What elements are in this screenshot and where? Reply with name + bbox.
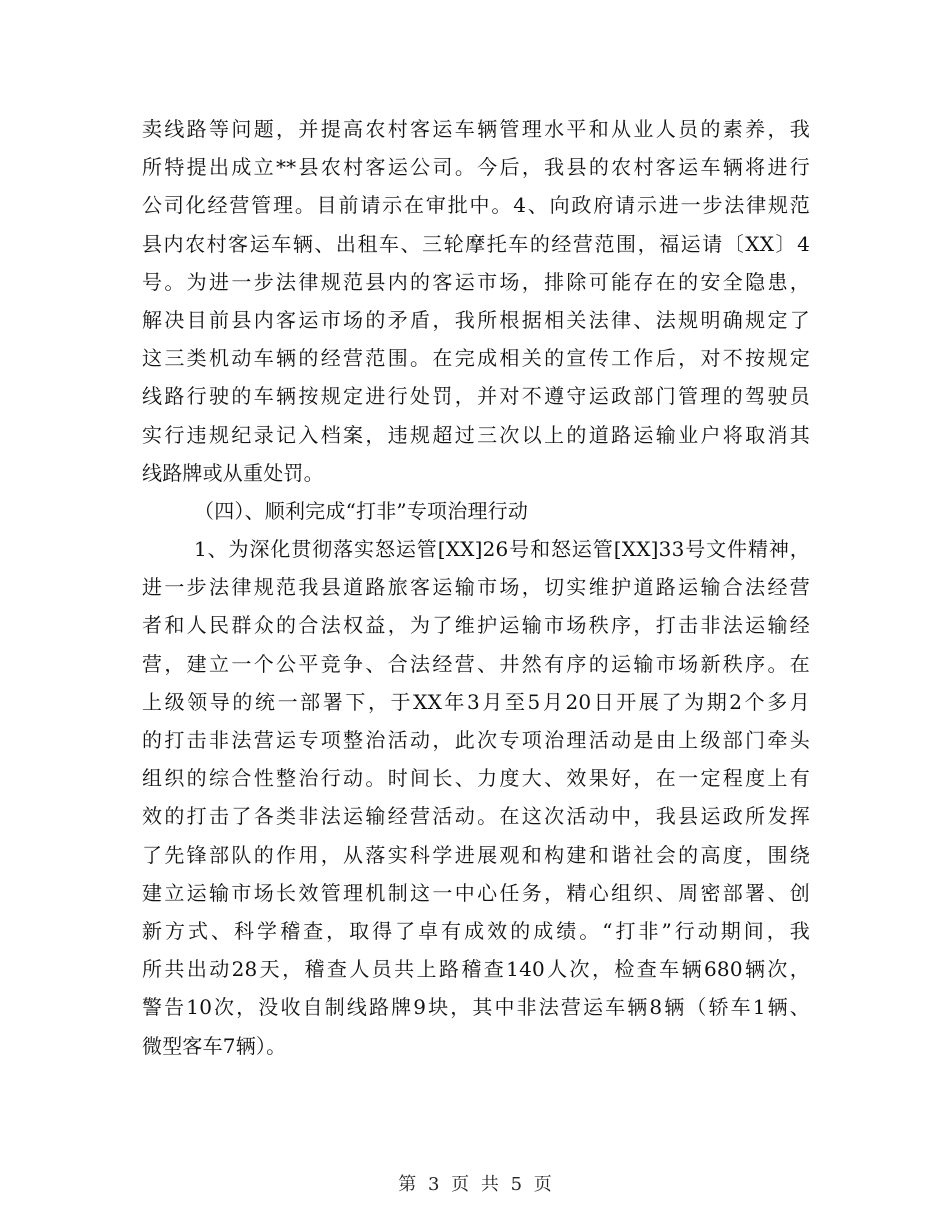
text-line: 组织的综合性整治行动。时间长、力度大、效果好，在一定程度上有: [142, 766, 810, 791]
text-line: 上级领导的统一部署下，于XX年3月至5月20日开展了为期2个多月: [142, 689, 810, 714]
text-line: 线路行驶的车辆按规定进行处罚，并对不遵守运政部门管理的驾驶员: [142, 384, 810, 409]
text-line: 警告10次，没收自制线路牌9块，其中非法营运车辆8辆（轿车1辆、: [142, 995, 810, 1020]
text-line: 这三类机动车辆的经营范围。在完成相关的宣传工作后，对不按规定: [142, 346, 810, 371]
text-line: 县内农村客运车辆、出租车、三轮摩托车的经营范围，福运请〔XX〕4: [142, 231, 810, 256]
document-body: [142, 110, 810, 1065]
text-line: 的打击非法营运专项整治活动，此次专项治理活动是由上级部门牵头: [142, 728, 810, 752]
section-heading: （四）、顺利完成“打非”专项治理行动: [194, 498, 529, 523]
text-line: 所特提出成立**县农村客运公司。今后，我县的农村客运车辆将进行: [142, 155, 810, 180]
text-line: 解决目前县内客运市场的矛盾，我所根据相关法律、法规明确规定了: [142, 307, 810, 332]
text-line: 卖线路等问题，并提高农村客运车辆管理水平和从业人员的素养，我: [142, 117, 810, 141]
text-line: 所共出动28天，稽查人员共上路稽查140人次，检查车辆680辆次，: [142, 957, 810, 982]
text-line: 微型客车7辆）。: [142, 1033, 287, 1058]
text-line: 新方式、科学稽查，取得了卓有成效的成绩。“打非”行动期间，我: [142, 918, 810, 943]
text-line: 营，建立一个公平竞争、合法经营、井然有序的运输市场新秩序。在: [142, 651, 810, 676]
text-line: 公司化经营管理。目前请示在审批中。4、向政府请示进一步法律规范: [142, 193, 810, 218]
text-line: 者和人民群众的合法权益，为了维护运输市场秩序，打击非法运输经: [142, 613, 810, 638]
text-line: 效的打击了各类非法运输经营活动。在这次活动中，我县运政所发挥: [142, 804, 810, 829]
text-line: 进一步法律规范我县道路旅客运输市场，切实维护道路运输合法经营: [142, 575, 810, 600]
text-line: 建立运输市场长效管理机制这一中心任务，精心组织、周密部署、创: [142, 880, 810, 905]
text-line: 线路牌或从重处罚。: [142, 460, 324, 485]
text-line: 了先锋部队的作用，从落实科学进展观和构建和谐社会的高度，围绕: [142, 842, 810, 867]
page-footer: 第 3 页 共 5 页: [398, 1174, 552, 1195]
text-line: 1、为深化贯彻落实怒运管[XX]26号和怒运管[XX]33号文件精神，: [194, 537, 810, 562]
text-line: 号。为进一步法律规范县内的客运市场，排除可能存在的安全隐患，: [142, 269, 810, 294]
text-line: 实行违规纪录记入档案，违规超过三次以上的道路运输业户将取消其: [142, 422, 810, 447]
